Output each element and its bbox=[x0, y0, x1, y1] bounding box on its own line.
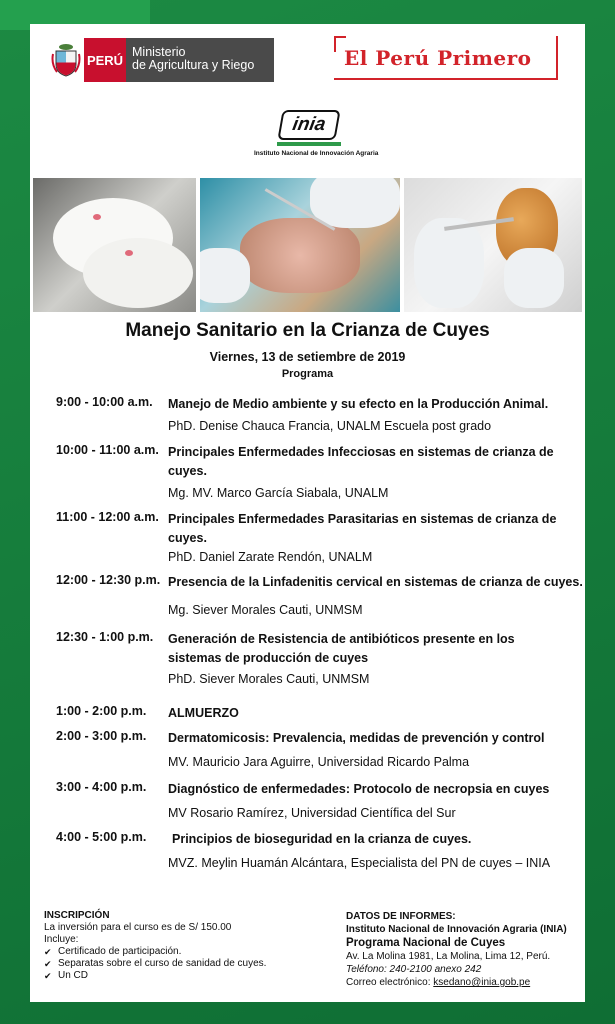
schedule-speaker: PhD. Daniel Zarate Rendón, UNALM bbox=[168, 550, 373, 564]
schedule-topic: Principales Enfermedades Parasitarias en sistemas de crianza de cuyes. bbox=[168, 512, 557, 545]
contact-email-link[interactable]: ksedano@inia.gob.pe bbox=[433, 977, 531, 988]
photo-white-guinea-pigs bbox=[33, 178, 196, 312]
schedule-time: 12:30 - 1:00 p.m. bbox=[56, 630, 154, 644]
schedule-time: 4:00 - 5:00 p.m. bbox=[56, 830, 147, 844]
schedule-topic: Dermatomicosis: Prevalencia, medidas de prevención y control bbox=[168, 731, 545, 745]
schedule-time: 12:00 - 12:30 p.m. bbox=[56, 573, 161, 587]
schedule-speaker: MVZ. Meylin Huamán Alcántara, Especialista del PN de cuyes – INIA bbox=[168, 856, 551, 870]
schedule-topic: Presencia de la Linfadenitis cervical en sistemas de crianza de cuyes. bbox=[168, 575, 583, 589]
peru-label: PERÚ bbox=[84, 38, 126, 82]
include-item: ✔ Un CD bbox=[44, 970, 266, 982]
inia-stripe bbox=[277, 142, 341, 146]
schedule-topic: Manejo de Medio ambiente y su efecto en la Producción Animal. bbox=[168, 397, 549, 411]
ministerio-label bbox=[126, 38, 274, 82]
schedule-topic: Generación de Resistencia de antibióticos presente en los sistemas de producción de cuyes bbox=[168, 632, 515, 665]
photo-brown-guinea-pig bbox=[404, 178, 582, 312]
inia-full-name: Instituto Nacional de Innovación Agraria bbox=[254, 150, 379, 157]
event-title: Manejo Sanitario en la Crianza de Cuyes bbox=[125, 320, 490, 341]
schedule-time: 10:00 - 11:00 a.m. bbox=[56, 443, 159, 457]
inscription-includes-label: Incluye: bbox=[44, 934, 79, 945]
contact-program: Programa Nacional de Cuyes bbox=[346, 937, 506, 949]
schedule-topic: Principios de bioseguridad en la crianza de cuyes. bbox=[172, 832, 472, 846]
event-date: Viernes, 13 de setiembre de 2019 bbox=[209, 350, 406, 364]
inscription-price: La inversión para el curso es de S/ 150.00 bbox=[44, 922, 232, 933]
photo-necropsy bbox=[200, 178, 400, 312]
schedule-topic: Principales Enfermedades Infecciosas en sistemas de crianza de cuyes. bbox=[168, 445, 554, 478]
schedule-time: 1:00 - 2:00 p.m. bbox=[56, 704, 147, 718]
schedule-time: 9:00 - 10:00 a.m. bbox=[56, 395, 153, 409]
inscription-heading: INSCRIPCIÓN bbox=[44, 910, 110, 921]
schedule-speaker: PhD. Denise Chauca Francia, UNALM Escuela post grado bbox=[168, 419, 492, 433]
schedule-time: 11:00 - 12:00 a.m. bbox=[56, 510, 159, 524]
include-item: ✔ Separatas sobre el curso de sanidad de cuyes. bbox=[44, 958, 266, 970]
inscription-block bbox=[44, 910, 266, 982]
program-label: Programa bbox=[281, 368, 334, 380]
campaign-logo bbox=[334, 36, 558, 80]
contact-phone: Teléfono: 240-2100 anexo 242 bbox=[346, 964, 482, 975]
inia-logo bbox=[254, 110, 379, 157]
contact-address: Av. La Molina 1981, La Molina, Lima 12, Perú. bbox=[346, 951, 551, 962]
contact-email-row bbox=[346, 976, 567, 989]
schedule-topic: ALMUERZO bbox=[168, 706, 239, 720]
schedule-speaker: Mg. Siever Morales Cauti, UNMSM bbox=[168, 603, 363, 617]
contact-email-label: Correo electrónico: bbox=[346, 977, 431, 988]
schedule-speaker: PhD. Siever Morales Cauti, UNMSM bbox=[168, 672, 370, 686]
schedule-time: 3:00 - 4:00 p.m. bbox=[56, 780, 147, 794]
campaign-logo-corner bbox=[334, 36, 346, 52]
schedule-speaker: MV Rosario Ramírez, Universidad Científica del Sur bbox=[168, 806, 456, 820]
contact-heading: DATOS DE INFORMES: bbox=[346, 911, 456, 922]
schedule-time: 2:00 - 3:00 p.m. bbox=[56, 729, 147, 743]
contact-block bbox=[346, 910, 567, 989]
inia-badge: inia bbox=[277, 110, 340, 140]
schedule-topic: Diagnóstico de enfermedades: Protocolo de necropsia en cuyes bbox=[168, 782, 550, 796]
schedule-speaker: MV. Mauricio Jara Aguirre, Universidad Ricardo Palma bbox=[168, 755, 470, 769]
schedule-speaker: Mg. MV. Marco García Siabala, UNALM bbox=[168, 486, 389, 500]
campaign-text: El Perú Primero bbox=[344, 46, 532, 70]
ministerio-line1: Ministerio bbox=[132, 45, 186, 59]
peru-coat-of-arms-icon bbox=[48, 38, 84, 82]
include-item: ✔ Certificado de participación. bbox=[44, 946, 266, 958]
contact-institute: Instituto Nacional de Innovación Agraria (INIA) bbox=[346, 924, 567, 935]
ministerio-line2: de Agricultura y Riego bbox=[132, 58, 255, 72]
ministerio-logo bbox=[48, 38, 274, 82]
